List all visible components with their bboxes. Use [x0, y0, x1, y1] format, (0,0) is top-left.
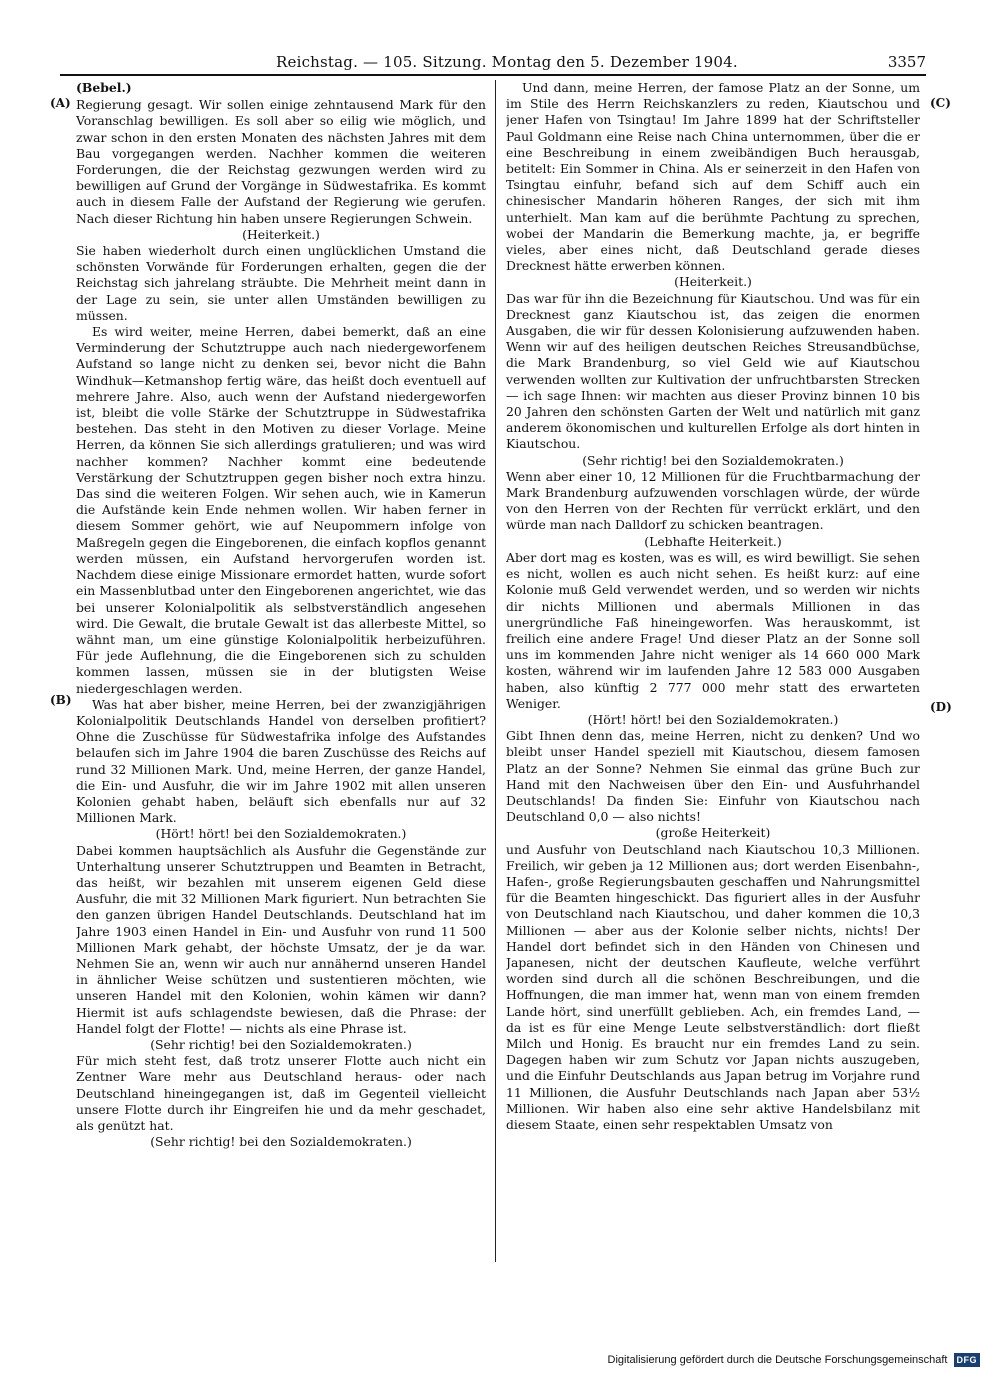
interjection: (große Heiterkeit)	[655, 825, 771, 841]
interjection: (Lebhafte Heiterkeit.)	[644, 533, 782, 549]
paragraph: Was hat aber bisher, meine Herren, bei der zwanzigjährigen Kolonialpolitik Deutschlands Handel von derselben profitiert? Ohne die Zuschüsse für Südwestafrika infolge des Aufstandes belaufen sich im Jahre 1904 die baren Zuschüsse des Reichs auf rund 32 Millionen Mark. Und, meine Herren, der ganze Handel, die Ein- und Ausfuhr, die wir im Jahre 1902 mit allen unseren Kolonien gehabt haben, beläuft sich ebenfalls nur auf 32 Millionen Mark.	[76, 696, 486, 826]
interjection: (Hört! hört! bei den Sozialdemokraten.)	[587, 711, 839, 727]
page-number: 3357	[887, 53, 926, 71]
margin-marker-b: (B)	[50, 693, 72, 707]
interjection: (Heiterkeit.)	[674, 274, 752, 290]
paragraph: Sie haben wiederholt durch einen unglücklichen Umstand die schönsten Vorwände für Forderungen erhalten, gegen die der Reichstag sich jahrelang sträubte. Die Mehrheit meint dann in der Lage zu sein, sie unter allen Umständen bewilligen zu müssen.	[76, 243, 486, 323]
paragraph: Dabei kommen hauptsächlich als Ausfuhr die Gegenstände zur Unterhaltung unserer Schutztruppen und Beamten in Betracht, das heißt, wir bezahlen mit unserem eigenen Geld diese Ausfuhr, die mit 32 Millionen Mark figuriert. Nun betrachten Sie den ganzen übrigen Handel Deutschlands. Deutschland hat im Jahre 1903 einen Handel in Ein- und Ausfuhr von rund 11 500 Millionen Mark gehabt, der höchste Umsatz, der je da war. Nehmen Sie an, wenn wir auch nur annähernd unseren Handel in ähnlicher Weise schützen und sustentieren möchten, wie unseren Handel mit den Kolonien, wohin kämen wir dann? Hiermit ist aufs schlagendste bewiesen, daß die Phrase: der Handel folgt der Flotte! — nichts als eine Phrase ist.	[76, 842, 486, 1036]
interjection: (Hört! hört! bei den Sozialdemokraten.)	[155, 826, 407, 842]
paragraph: Das war für ihn die Bezeichnung für Kiautschou. Und was für ein Drecknest ganz Kiautschou ist, das zeigen die enormen Ausgaben, die wir für dessen Kolonisierung aufzuwenden haben. Wenn wir auf des heiligen deutschen Reiches Streusandbüchse, die Mark Brandenburg, so viel Geld wie auf Kiautschou verwenden wollten zur Kultivation der unfruchtbarsten Strecken — ich sage Ihnen: wir machten aus dieser Provinz binnen 10 bis 20 Jahren den schönsten Garten der Welt und natürlich mit ganz anderem ökonomischen und kulturellen Erfolge als dort hinten in Kiautschou.	[506, 290, 920, 452]
page-footer	[608, 1351, 980, 1369]
paragraph: Es wird weiter, meine Herren, dabei bemerkt, daß an eine Verminderung der Schutztruppe auch nach niedergeworfenem Aufstand so lange nicht zu denken sei, bevor nicht die Bahn Windhuk—Ketmanshop fertig wäre, das heißt doch eventuell auf mehrere Jahre. Also, auch wenn der Aufstand niedergeworfen ist, bleibt die volle Stärke der Schutztruppe in Südwestafrika bestehen. Das steht in den Motiven zu dieser Vorlage. Meine Herren, da können Sie sich allerdings gratulieren; und was wird nachher kommen? Nachher kommt eine bedeutende Verstärkung der Schutztruppen gegen bisher noch extra hinzu. Das sind die weiteren Folgen. Wir sehen auch, wie in Kamerun die Aufstände kein Ende nehmen wollen. Wir haben ferner in diesem Sommer gehört, wie auf Neupommern infolge von Maßregeln gegen die Eingeborenen, die einfach kopflos genannt werden müssen, ein Aufstand hervorgerufen worden ist. Nachdem diese einige Missionare ermordet hatten, wurde sofort ein Massenblutbad unter den Eingeborenen angerichtet, wie das bei unserer Kolonialpolitik als selbstverständlich angesehen wird. Die Gewalt, die brutale Gewalt ist das allerbeste Mittel, so wähnt man, um eine günstige Kolonialpolitik herbeizuführen. Für jede Auflehnung, die die Eingeborenen sich zu schulden kommen lassen, müssen sie in der blutigsten Weise niedergeschlagen werden.	[76, 324, 486, 696]
paragraph: Für mich steht fest, daß trotz unserer Flotte auch nicht ein Zentner Ware mehr aus Deutschland heraus- oder nach Deutschland hineingegangen ist, daß im Gegenteil vielleicht unsere Flotte durch ihr Eingreifen hie und da mehr geschadet, als genützt hat.	[76, 1053, 486, 1133]
speaker-label: (Bebel.)	[76, 80, 132, 95]
paragraph: Gibt Ihnen denn das, meine Herren, nicht zu denken? Und wo bleibt unser Handel speziell mit Kiautschou, diesem famosen Platz an der Sonne? Nehmen Sie einmal das grüne Buch zur Hand mit den Nachweisen über den Ein- und Ausfuhrhandel Deutschlands! Da finden Sie: Einfuhr von Kiautschou nach Deutschland 0,0 — also nichts!	[506, 728, 920, 825]
left-column	[76, 80, 486, 1260]
margin-marker-d: (D)	[930, 700, 952, 714]
paragraph: Und dann, meine Herren, der famose Platz an der Sonne, um im Stile des Herrn Reichskanzlers zu reden, Kiautschou und jener Hafen von Tsingtau! Im Jahre 1899 hat der Schriftsteller Paul Goldmann eine Reise nach China unternommen, über die er eine Beschreibung in einem zweibändigen Buch herausgab, betitelt: Ein Sommer in China. Als er seinerzeit in den Hafen von Tsingtau einfuhr, befand sich auf dem Schiff auch ein chinesischer Mandarin höheren Ranges, der sich mit ihm unterhielt. Man kam auf die berühmte Pachtung zu sprechen, wobei der Mandarin die Bemerkung machte, ja, er begriffe vieles, aber eines nicht, daß Deutschland gerade dieses Drecknest hätte erwerben können.	[506, 80, 920, 274]
margin-marker-c: (C)	[930, 96, 951, 110]
interjection: (Sehr richtig! bei den Sozialdemokraten.)	[582, 452, 844, 468]
page-header	[60, 52, 926, 76]
funding-notice: Digitalisierung gefördert durch die Deutsche Forschungsgemeinschaft	[607, 1354, 948, 1366]
margin-marker-a: (A)	[50, 96, 71, 110]
paragraph: und Ausfuhr von Deutschland nach Kiautschou 10,3 Millionen. Freilich, wir geben ja 12 Millionen aus; dort werden Eisenbahn-, Hafen-, große Regierungsbauten geschaffen und Nahrungsmittel für die Beamten hingeschickt. Das figuriert alles in der Ausfuhr von Deutschland nach Kiautschou, und daher kommen die 10,3 Millionen — aber aus der Kolonie selber nichts, nichts! Der Handel dort befindet sich in den Händen von Chinesen und Japanesen, nicht der deutschen Kaufleute, welche verführt worden sind durch all die schönen Beschreibungen, und die Hoffnungen, die man immer hat, wenn man von einem fremden Lande hört, sind unerfüllt geblieben. Ach, ein fremdes Land, — da ist es für eine Menge Leute selbstverständlich: dort fließt Milch und Honig. Es braucht nur ein fremdes Land zu sein. Dagegen haben wir zum Schutz vor Japan nichts auszugeben, und die Einfuhr Deutschlands aus Japan betrug im Vorjahre rund 11 Millionen, die Ausfuhr Deutschlands nach Japan aber 53½ Millionen. Wir haben also eine sehr aktive Handelsbilanz mit diesem Staate, einen sehr respektablen Umsatz von	[506, 841, 920, 1132]
interjection: (Sehr richtig! bei den Sozialdemokraten.)	[150, 1036, 412, 1052]
paragraph: Regierung gesagt. Wir sollen einige zehntausend Mark für den Voranschlag bewilligen. Es soll aber so eilig wie möglich, und zwar schon in den ersten Monaten des nächsten Jahres mit dem Bau vorgegangen werden. Nachher kommen die weiteren Forderungen, die der Reichstag gezwungen werden wird zu bewilligen auf Grund der Vorgänge in Südwestafrika. Es kommt auch in diesem Falle der Aufstand der Regierung wie gerufen. Nach dieser Richtung hin haben unsere Regierungen Schwein.	[76, 97, 486, 226]
header-title: Reichstag. — 105. Sitzung. Montag den 5. Dezember 1904.	[276, 53, 738, 71]
right-column	[506, 80, 920, 1260]
column-divider	[495, 80, 496, 1262]
header-rule	[60, 74, 926, 76]
interjection: (Heiterkeit.)	[242, 226, 320, 242]
dfg-logo: DFG	[954, 1353, 981, 1367]
paragraph: Aber dort mag es kosten, was es will, es wird bewilligt. Sie sehen es nicht, wollen es auch nicht sehen. Es heißt kurz: auf eine Kolonie muß Geld verwendet werden, und so werden wir nichts dir nichts Millionen und abermals Millionen in das unergründliche Faß hineingeworfen. Was herauskommt, ist freilich eine andere Frage! Und dieser Platz an der Sonne soll uns im kommenden Jahre nicht weniger als 14 660 000 Mark kosten, während wir im laufenden Jahre 12 583 000 Ausgaben haben, also künftig 2 777 000 mehr statt des erwarteten Weniger.	[506, 549, 920, 711]
interjection: (Sehr richtig! bei den Sozialdemokraten.)	[150, 1134, 412, 1150]
paragraph: Wenn aber einer 10, 12 Millionen für die Fruchtbarmachung der Mark Brandenburg aufzuwenden vorschlagen würde, der würde von den Herren von der Rechten für verrückt erklärt, und den würde man nach Dalldorf zu schicken beantragen.	[506, 468, 920, 533]
